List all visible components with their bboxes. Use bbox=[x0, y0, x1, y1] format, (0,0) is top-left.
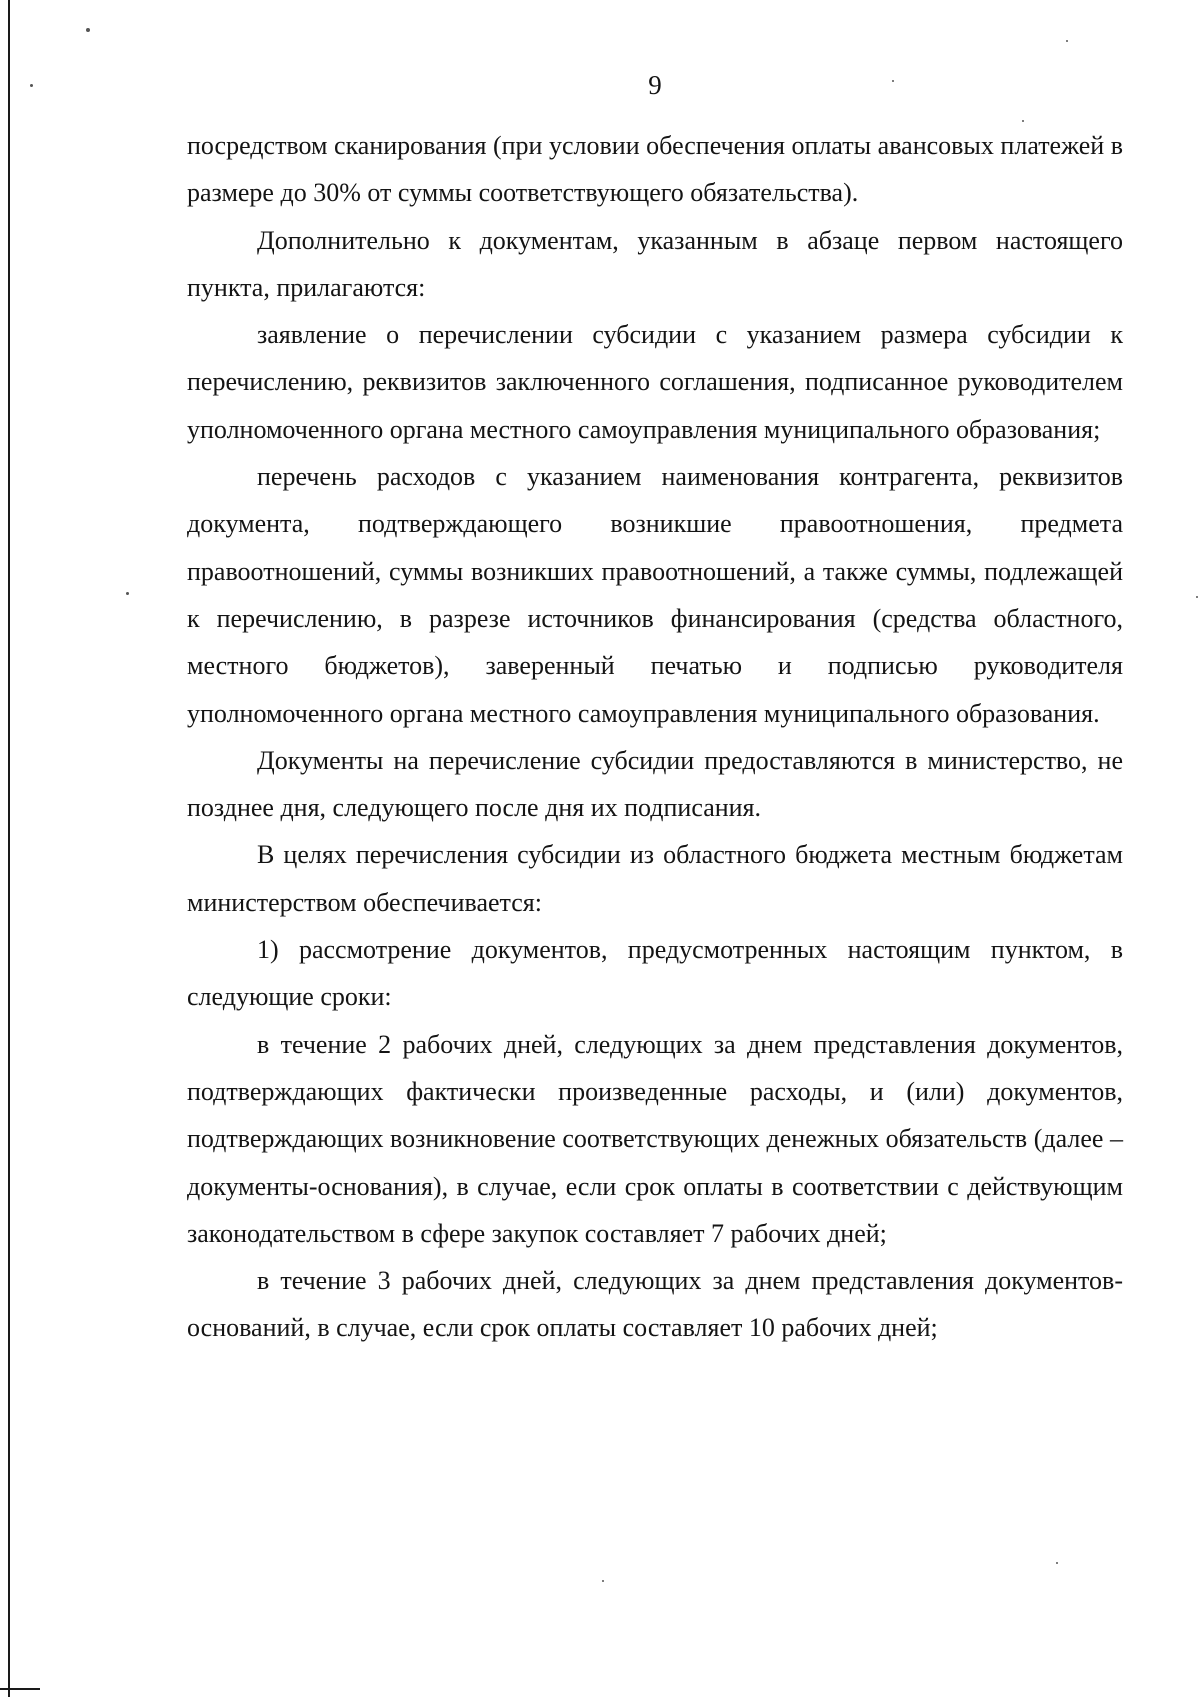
paragraph: перечень расходов с указанием наименования контрагента, реквизитов документа, подтверждающего возникшие правоотношения, предмета правоотношений, суммы возникших правоотношений, а также суммы, подлежащей к перечислению, в разрезе источников финансирования (средства областного, местного бюджетов), заверенный печатью и подписью руководителя уполномоченного органа местного самоуправления муниципального образования. bbox=[187, 462, 1123, 728]
scan-speck bbox=[1056, 1562, 1058, 1564]
scan-left-edge bbox=[8, 0, 10, 1697]
scan-bottom-mark bbox=[0, 1688, 40, 1690]
paragraph: 1) рассмотрение документов, предусмотренных настоящим пунктом, в следующие сроки: bbox=[187, 935, 1123, 1012]
scan-speck bbox=[1196, 596, 1198, 598]
paragraph: посредством сканирования (при условии обеспечения оплаты авансовых платежей в размере до 30% от суммы соответствующего обязательства). bbox=[187, 131, 1123, 208]
paragraph: Дополнительно к документам, указанным в абзаце первом настоящего пункта, прилагаются: bbox=[187, 225, 1123, 302]
document-body bbox=[187, 122, 1123, 1352]
page-number: 9 bbox=[648, 70, 662, 100]
paragraph: в течение 2 рабочих дней, следующих за днем представления документов, подтверждающих фактически произведенные расходы, и (или) документов, подтверждающих возникновение соответствующих денежных обязательств (далее – документы-основания), в случае, если срок оплаты в соответствии с действующим законодательством в сфере закупок составляет 7 рабочих дней; bbox=[187, 1029, 1123, 1248]
scan-speck bbox=[86, 28, 90, 32]
scan-speck bbox=[602, 1580, 604, 1582]
scan-speck bbox=[126, 592, 129, 595]
paragraph: заявление о перечислении субсидии с указанием размера субсидии к перечислению, реквизитов заключенного соглашения, подписанное руководителем уполномоченного органа местного самоуправления муниципального образования; bbox=[187, 320, 1123, 444]
scan-speck bbox=[1066, 40, 1068, 42]
paragraph: Документы на перечисление субсидии предоставляются в министерство, не позднее дня, следующего после дня их подписания. bbox=[187, 745, 1123, 823]
paragraph: В целях перечисления субсидии из областного бюджета местным бюджетам министерством обеспечивается: bbox=[187, 840, 1123, 917]
paragraph: в течение 3 рабочих дней, следующих за днем представления документов-оснований, в случае, если срок оплаты составляет 10 рабочих дней; bbox=[187, 1266, 1123, 1343]
